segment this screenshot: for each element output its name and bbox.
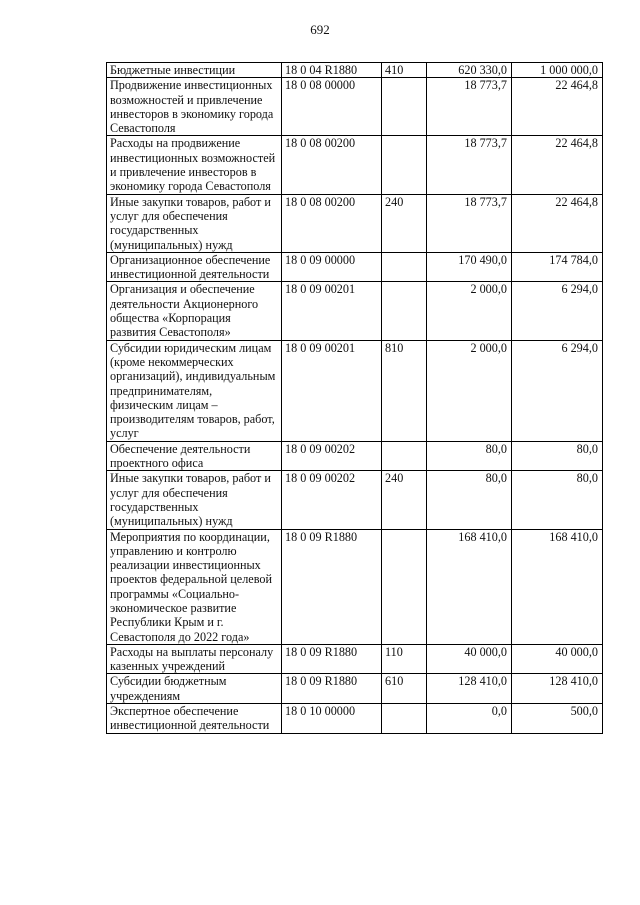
row-amount-2: 128 410,0 [512, 674, 603, 704]
row-code: 18 0 09 00000 [282, 252, 382, 282]
row-name: Экспертное обеспечение инвестиционной деятельности [107, 704, 282, 734]
table-row [107, 136, 603, 194]
row-name: Иные закупки товаров, работ и услуг для обеспечения государственных (муниципальных) нужд [107, 194, 282, 252]
row-amount-2: 22 464,8 [512, 78, 603, 136]
row-amount-2: 6 294,0 [512, 340, 603, 441]
row-type [382, 441, 427, 471]
row-amount-1: 170 490,0 [427, 252, 512, 282]
row-type [382, 136, 427, 194]
page-number: 692 [310, 22, 330, 37]
row-type [382, 78, 427, 136]
row-amount-1: 620 330,0 [427, 63, 512, 78]
table-row [107, 441, 603, 471]
row-code: 18 0 09 00201 [282, 340, 382, 441]
row-amount-1: 128 410,0 [427, 674, 512, 704]
row-amount-2: 168 410,0 [512, 529, 603, 644]
row-code: 18 0 10 00000 [282, 704, 382, 734]
row-code: 18 0 09 00201 [282, 282, 382, 340]
budget-table [106, 62, 603, 734]
row-amount-1: 18 773,7 [427, 78, 512, 136]
row-code: 18 0 08 00000 [282, 78, 382, 136]
row-name: Обеспечение деятельности проектного офиса [107, 441, 282, 471]
table-row [107, 340, 603, 441]
row-amount-1: 2 000,0 [427, 340, 512, 441]
row-type [382, 252, 427, 282]
row-name: Субсидии юридическим лицам (кроме некоммерческих организаций), индивидуальным предпринимателям, физическим лицам – производителям товаров, работ, услуг [107, 340, 282, 441]
row-code: 18 0 09 00202 [282, 441, 382, 471]
row-type: 240 [382, 194, 427, 252]
row-code: 18 0 09 R1880 [282, 644, 382, 674]
row-amount-1: 18 773,7 [427, 136, 512, 194]
table-row [107, 704, 603, 734]
row-type: 610 [382, 674, 427, 704]
table-row [107, 471, 603, 529]
row-type [382, 529, 427, 644]
row-amount-2: 500,0 [512, 704, 603, 734]
row-type: 410 [382, 63, 427, 78]
row-type [382, 282, 427, 340]
row-name: Бюджетные инвестиции [107, 63, 282, 78]
row-amount-1: 40 000,0 [427, 644, 512, 674]
row-type: 810 [382, 340, 427, 441]
row-code: 18 0 04 R1880 [282, 63, 382, 78]
row-code: 18 0 09 R1880 [282, 674, 382, 704]
row-amount-2: 80,0 [512, 471, 603, 529]
row-amount-2: 6 294,0 [512, 282, 603, 340]
table-row [107, 674, 603, 704]
row-type [382, 704, 427, 734]
table-row [107, 252, 603, 282]
table-row [107, 529, 603, 644]
table-row [107, 63, 603, 78]
row-name: Субсидии бюджетным учреждениям [107, 674, 282, 704]
row-amount-2: 80,0 [512, 441, 603, 471]
row-name: Иные закупки товаров, работ и услуг для обеспечения государственных (муниципальных) нужд [107, 471, 282, 529]
table-row [107, 78, 603, 136]
row-type: 110 [382, 644, 427, 674]
row-amount-2: 22 464,8 [512, 136, 603, 194]
row-type: 240 [382, 471, 427, 529]
row-name: Организация и обеспечение деятельности Акционерного общества «Корпорация развития Севастополя» [107, 282, 282, 340]
row-amount-2: 40 000,0 [512, 644, 603, 674]
row-amount-1: 80,0 [427, 441, 512, 471]
row-amount-1: 80,0 [427, 471, 512, 529]
row-amount-1: 168 410,0 [427, 529, 512, 644]
row-amount-1: 2 000,0 [427, 282, 512, 340]
row-code: 18 0 08 00200 [282, 136, 382, 194]
table-row [107, 644, 603, 674]
row-code: 18 0 09 00202 [282, 471, 382, 529]
row-name: Расходы на продвижение инвестиционных возможностей и привлечение инвесторов в экономику города Севастополя [107, 136, 282, 194]
table-row [107, 194, 603, 252]
row-code: 18 0 09 R1880 [282, 529, 382, 644]
row-amount-2: 1 000 000,0 [512, 63, 603, 78]
row-name: Мероприятия по координации, управлению и контролю реализации инвестиционных проектов федеральной целевой программы «Социально-экономическое развитие Республики Крым и г. Севастополя до 2022 года» [107, 529, 282, 644]
row-amount-1: 18 773,7 [427, 194, 512, 252]
row-amount-1: 0,0 [427, 704, 512, 734]
row-name: Организационное обеспечение инвестиционной деятельности [107, 252, 282, 282]
row-amount-2: 22 464,8 [512, 194, 603, 252]
row-code: 18 0 08 00200 [282, 194, 382, 252]
row-name: Расходы на выплаты персоналу казенных учреждений [107, 644, 282, 674]
table-row [107, 282, 603, 340]
row-name: Продвижение инвестиционных возможностей и привлечение инвесторов в экономику города Севастополя [107, 78, 282, 136]
row-amount-2: 174 784,0 [512, 252, 603, 282]
